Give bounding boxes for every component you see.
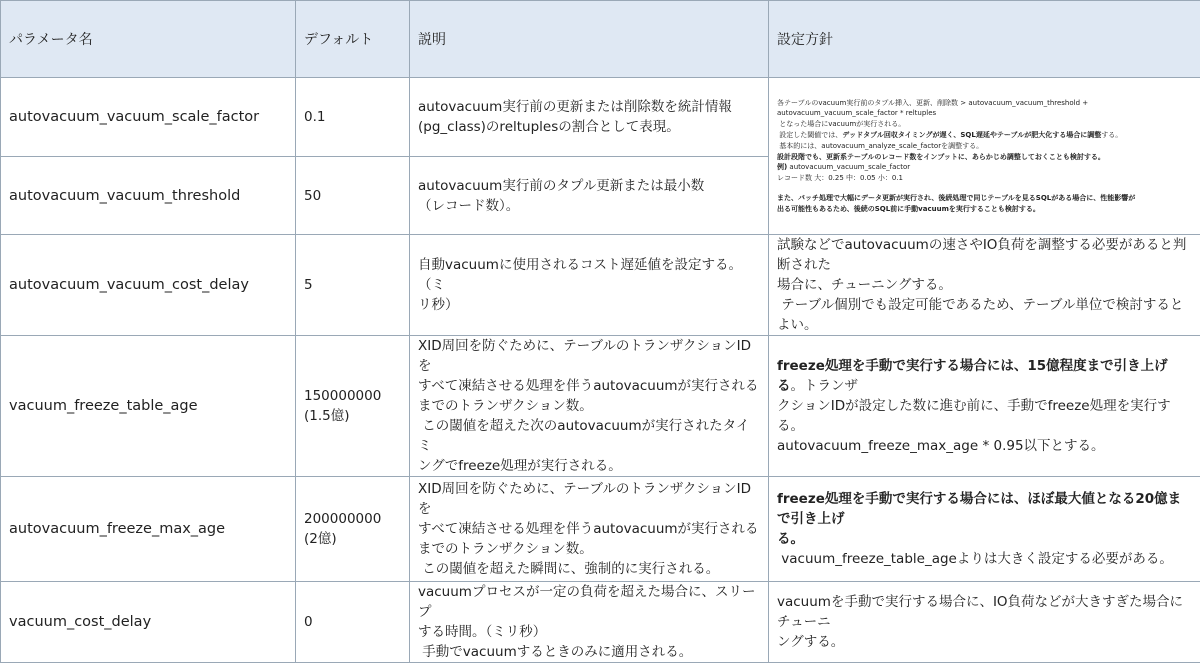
- description-cell: [410, 477, 769, 582]
- policy-line: vacuumを手動で実行する場合に、IO負荷などが大きすぎた場合にチューニ: [777, 592, 1192, 632]
- policy-bold-text: デッドタプル回収タイミングが遅く、SQL遅延やテーブルが肥大化する場合に調整: [842, 131, 1101, 139]
- default-value-cell: [296, 336, 410, 477]
- description-line: リ秒）: [418, 295, 760, 315]
- table-row: [1, 477, 1200, 582]
- policy-line: 各テーブルのvacuum実行前のタプル挿入、更新、削除数 > autovacuum_vacuum_threshold +: [777, 98, 1192, 109]
- default-value: 5: [296, 235, 410, 336]
- policy-line: レコード数 大：0.25 中：0.05 小：0.1: [777, 173, 1192, 184]
- policy-line: autovacuum_freeze_max_age * 0.95以下とする。: [777, 436, 1192, 456]
- table-row: [1, 78, 1200, 157]
- policy-bold-line: freeze処理を手動で実行する場合には、ほぼ最大値となる20億まで引き上げ: [777, 489, 1192, 529]
- default-value: 200000000: [304, 509, 401, 529]
- merged-policy-cell: [769, 78, 1200, 235]
- description-line: XID周回を防ぐために、テーブルのトランザクションIDを: [418, 479, 760, 519]
- description-cell: [410, 336, 769, 477]
- policy-line: [777, 162, 1192, 173]
- description-line: ングでfreeze処理が実行される。: [418, 456, 760, 476]
- policy-line: 基本的には、autovacuum_analyze_scale_factorを調整する。: [777, 141, 1192, 152]
- policy-cell: [769, 582, 1200, 663]
- policy-text: 。トランザ: [791, 378, 859, 394]
- description-line: (pg_class)のreltuplesの割合として表現。: [418, 117, 760, 137]
- policy-bold-text: freeze処理を手動で実行する場合には、15億程度まで引き上げる: [777, 358, 1168, 394]
- default-value-cell: [296, 477, 410, 582]
- policy-text: する。: [1101, 131, 1122, 139]
- policy-bold-line: また、バッチ処理で大幅にデータ更新が実行され、後続処理で同じテーブルを見るSQLがある場合に、性能影響が: [777, 193, 1192, 204]
- description-line: すべて凍結させる処理を伴うautovacuumが実行される: [418, 519, 760, 539]
- description-line: vacuumプロセスが一定の負荷を超えた場合に、スリープ: [418, 582, 760, 622]
- header-default: デフォルト: [296, 1, 410, 78]
- description-line: この閾値を超えた次のautovacuumが実行されたタイミ: [418, 416, 760, 456]
- header-description: 説明: [410, 1, 769, 78]
- description-line: 手動でvacuumするときのみに適用される。: [418, 642, 760, 662]
- default-value: 0.1: [296, 78, 410, 157]
- table-row: [1, 582, 1200, 663]
- policy-cell: [769, 235, 1200, 336]
- param-name: autovacuum_vacuum_threshold: [1, 157, 296, 235]
- description-line: までのトランザクション数。: [418, 396, 760, 416]
- example-value: autovacuum_vacuum_scale_factor: [787, 163, 910, 171]
- table-row: [1, 235, 1200, 336]
- header-row: [1, 1, 1200, 78]
- policy-line: ングする。: [777, 632, 1192, 652]
- description-line: までのトランザクション数。: [418, 539, 760, 559]
- policy-line: [777, 356, 1192, 396]
- default-value-note: (1.5億): [304, 406, 401, 426]
- param-name: vacuum_cost_delay: [1, 582, 296, 663]
- description-line: autovacuum実行前のタプル更新または最小数: [418, 176, 760, 196]
- description-line: 自動vacuumに使用されるコスト遅延値を設定する。（ミ: [418, 255, 760, 295]
- policy-bold-line: 出る可能性もあるため、後続のSQL前に手動vacuumを実行することも検討する。: [777, 204, 1192, 215]
- policy-text: 設定した閾値では、: [777, 131, 842, 139]
- description-cell: [410, 78, 769, 157]
- header-param-name: パラメータ名: [1, 1, 296, 78]
- description-line: （レコード数）。: [418, 196, 760, 216]
- policy-line: テーブル個別でも設定可能であるため、テーブル単位で検討するとよい。: [777, 295, 1192, 335]
- policy-bold-line: 設計段階でも、更新系テーブルのレコード数をインプットに、あらかじめ調整しておくことも検討する。: [777, 152, 1192, 163]
- description-line: XID周回を防ぐために、テーブルのトランザクションIDを: [418, 336, 760, 376]
- default-value: 0: [296, 582, 410, 663]
- description-line: autovacuum実行前の更新または削除数を統計情報: [418, 97, 760, 117]
- policy-line: autovacuum_vacuum_scale_factor * reltuples: [777, 108, 1192, 119]
- policy-line: となった場合にvacuumが実行される。: [777, 119, 1192, 130]
- description-cell: [410, 582, 769, 663]
- header-policy: 設定方針: [769, 1, 1200, 78]
- policy-line: クションIDが設定した数に進む前に、手動でfreeze処理を実行する。: [777, 396, 1192, 436]
- policy-line: 試験などでautovacuumの速さやIO負荷を調整する必要があると判断された: [777, 235, 1192, 275]
- policy-line: 場合に、チューニングする。: [777, 275, 1192, 295]
- default-value: 50: [296, 157, 410, 235]
- table-row: [1, 336, 1200, 477]
- example-label: 例): [777, 163, 787, 171]
- policy-line: vacuum_freeze_table_ageよりは大きく設定する必要がある。: [777, 549, 1192, 569]
- description-cell: [410, 157, 769, 235]
- param-name: vacuum_freeze_table_age: [1, 336, 296, 477]
- description-line: この閾値を超えた瞬間に、強制的に実行される。: [418, 559, 760, 579]
- param-name: autovacuum_vacuum_scale_factor: [1, 78, 296, 157]
- policy-cell: [769, 336, 1200, 477]
- default-value-note: (2億): [304, 529, 401, 549]
- policy-line: [777, 130, 1192, 141]
- default-value: 150000000: [304, 386, 401, 406]
- description-line: すべて凍結させる処理を伴うautovacuumが実行される: [418, 376, 760, 396]
- param-name: autovacuum_freeze_max_age: [1, 477, 296, 582]
- policy-bold-line: る。: [777, 529, 1192, 549]
- param-name: autovacuum_vacuum_cost_delay: [1, 235, 296, 336]
- description-line: する時間。（ミリ秒）: [418, 622, 760, 642]
- policy-cell: [769, 477, 1200, 582]
- description-cell: [410, 235, 769, 336]
